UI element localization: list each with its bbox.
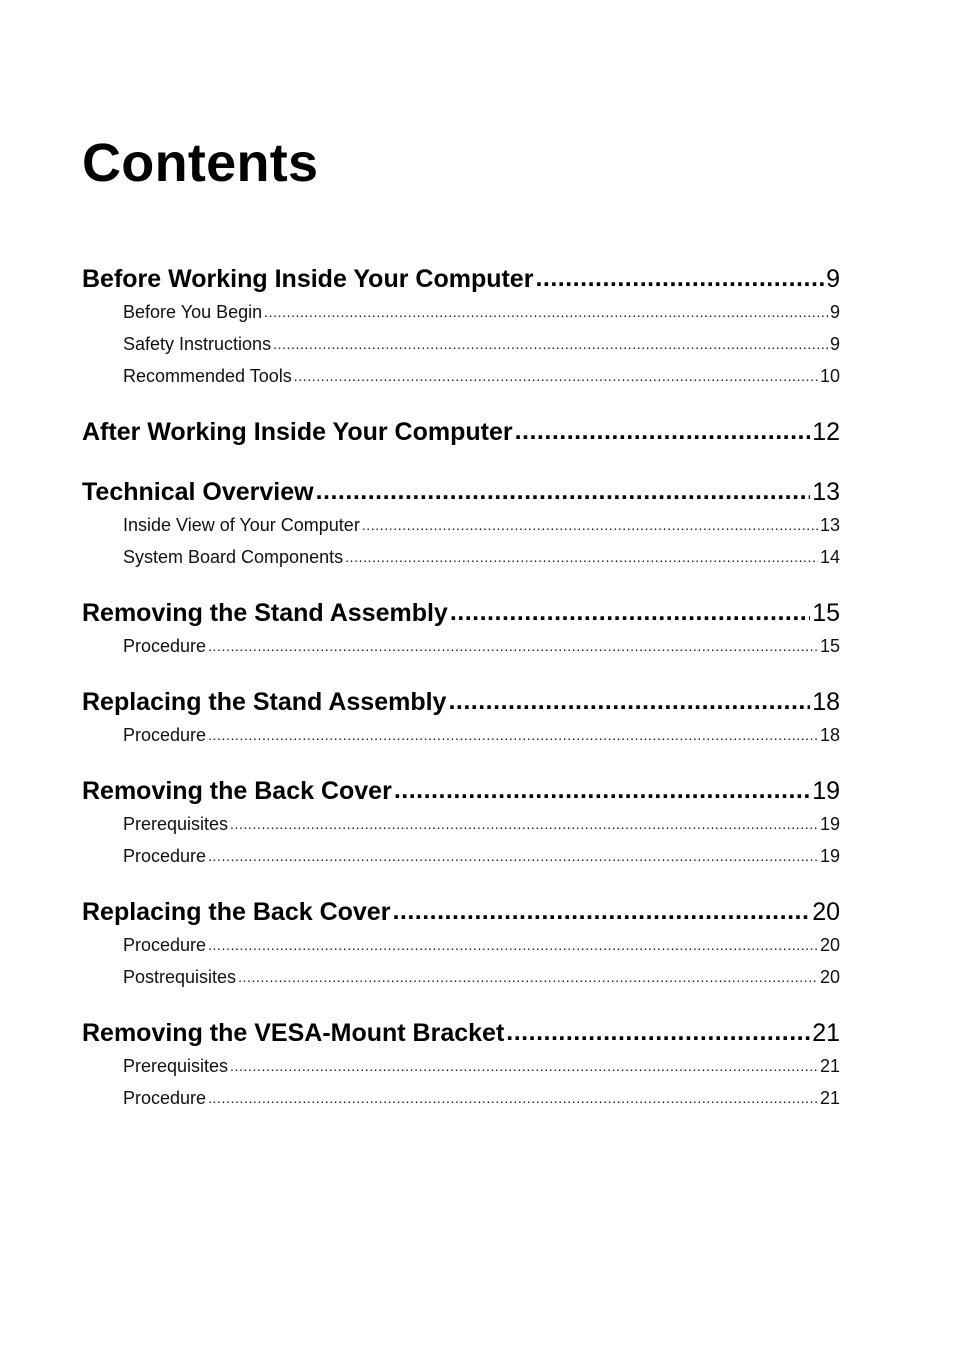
toc-page-number: 18 xyxy=(819,725,840,745)
toc-leader-dots xyxy=(294,360,818,392)
toc-chapter-label: After Working Inside Your Computer xyxy=(82,418,513,446)
table-of-contents xyxy=(82,262,840,1114)
toc-sub-entry[interactable] xyxy=(82,808,840,840)
section-spacer xyxy=(82,573,840,596)
toc-chapter-entry[interactable] xyxy=(82,596,840,630)
toc-page-number: 15 xyxy=(812,599,840,627)
toc-page-number: 9 xyxy=(829,334,840,354)
toc-sub-label: Prerequisites xyxy=(123,814,229,834)
toc-page-number: 21 xyxy=(812,1019,840,1047)
toc-sub-entry[interactable] xyxy=(82,509,840,541)
toc-sub-entry[interactable] xyxy=(82,541,840,573)
toc-chapter-label: Removing the Back Cover xyxy=(82,777,392,805)
toc-leader-dots xyxy=(506,1015,810,1049)
toc-chapter-entry[interactable] xyxy=(82,895,840,929)
toc-sub-entry[interactable] xyxy=(82,360,840,392)
toc-chapter-entry[interactable] xyxy=(82,685,840,719)
toc-sub-entry[interactable] xyxy=(82,630,840,662)
toc-page-number: 9 xyxy=(829,302,840,322)
toc-leader-dots xyxy=(450,595,810,629)
toc-sub-label: Before You Begin xyxy=(123,302,263,322)
toc-chapter-entry[interactable] xyxy=(82,415,840,449)
toc-leader-dots xyxy=(208,719,818,751)
toc-leader-dots xyxy=(392,894,810,928)
toc-leader-dots xyxy=(208,630,818,662)
toc-leader-dots xyxy=(316,474,811,508)
toc-page-number: 12 xyxy=(812,418,840,446)
toc-section xyxy=(82,475,840,573)
toc-chapter-entry[interactable] xyxy=(82,1016,840,1050)
toc-page-number: 13 xyxy=(812,478,840,506)
toc-page-number: 9 xyxy=(826,265,840,293)
toc-section xyxy=(82,774,840,872)
toc-leader-dots xyxy=(208,840,818,872)
toc-leader-dots xyxy=(208,1082,818,1114)
toc-sub-label: Procedure xyxy=(123,846,207,866)
toc-chapter-label: Removing the Stand Assembly xyxy=(82,599,448,627)
toc-section xyxy=(82,1016,840,1114)
toc-sub-label: Procedure xyxy=(123,725,207,745)
toc-chapter-label: Replacing the Back Cover xyxy=(82,898,391,926)
toc-sub-label: Postrequisites xyxy=(123,967,237,987)
toc-sub-label: Procedure xyxy=(123,935,207,955)
toc-chapter-label: Before Working Inside Your Computer xyxy=(82,265,534,293)
toc-leader-dots xyxy=(238,961,818,993)
toc-leader-dots xyxy=(535,261,824,295)
toc-sub-entry[interactable] xyxy=(82,929,840,961)
toc-leader-dots xyxy=(230,1050,818,1082)
toc-sub-entry[interactable] xyxy=(82,1050,840,1082)
toc-page-number: 14 xyxy=(819,547,840,567)
page-title: Contents xyxy=(82,133,319,193)
toc-leader-dots xyxy=(448,684,810,718)
toc-chapter-label: Replacing the Stand Assembly xyxy=(82,688,447,716)
toc-sub-entry[interactable] xyxy=(82,719,840,751)
section-spacer xyxy=(82,392,840,415)
toc-leader-dots xyxy=(264,296,828,328)
toc-sub-label: Procedure xyxy=(123,636,207,656)
toc-sub-entry[interactable] xyxy=(82,840,840,872)
section-spacer xyxy=(82,449,840,475)
toc-sub-label: System Board Components xyxy=(123,547,344,567)
toc-page-number: 15 xyxy=(819,636,840,656)
toc-chapter-entry[interactable] xyxy=(82,475,840,509)
toc-leader-dots xyxy=(515,414,811,448)
toc-sub-entry[interactable] xyxy=(82,961,840,993)
toc-sub-entry[interactable] xyxy=(82,296,840,328)
toc-sub-label: Recommended Tools xyxy=(123,366,292,386)
toc-page-number: 21 xyxy=(819,1056,840,1076)
toc-chapter-label: Removing the VESA-Mount Bracket xyxy=(82,1019,505,1047)
toc-page-number: 20 xyxy=(819,935,840,955)
toc-page-number: 20 xyxy=(819,967,840,987)
toc-leader-dots xyxy=(394,773,810,807)
toc-page-number: 10 xyxy=(819,366,840,386)
toc-page-number: 19 xyxy=(812,777,840,805)
toc-sub-label: Inside View of Your Computer xyxy=(123,515,360,535)
toc-chapter-entry[interactable] xyxy=(82,774,840,808)
toc-sub-entry[interactable] xyxy=(82,328,840,360)
toc-section xyxy=(82,596,840,662)
toc-page-number: 20 xyxy=(812,898,840,926)
toc-page-number: 19 xyxy=(819,814,840,834)
toc-sub-label: Procedure xyxy=(123,1088,207,1108)
toc-leader-dots xyxy=(362,509,818,541)
toc-section xyxy=(82,685,840,751)
toc-sub-entry[interactable] xyxy=(82,1082,840,1114)
toc-section xyxy=(82,415,840,449)
section-spacer xyxy=(82,872,840,895)
toc-sub-label: Safety Instructions xyxy=(123,334,272,354)
section-spacer xyxy=(82,751,840,774)
section-spacer xyxy=(82,993,840,1016)
toc-sub-label: Prerequisites xyxy=(123,1056,229,1076)
toc-page-number: 13 xyxy=(819,515,840,535)
toc-page-number: 21 xyxy=(819,1088,840,1108)
toc-page-number: 19 xyxy=(819,846,840,866)
toc-chapter-label: Technical Overview xyxy=(82,478,314,506)
toc-chapter-entry[interactable] xyxy=(82,262,840,296)
toc-page-number: 18 xyxy=(812,688,840,716)
toc-leader-dots xyxy=(345,541,818,573)
toc-leader-dots xyxy=(230,808,818,840)
toc-leader-dots xyxy=(208,929,818,961)
toc-section xyxy=(82,895,840,993)
toc-section xyxy=(82,262,840,392)
toc-leader-dots xyxy=(273,328,828,360)
section-spacer xyxy=(82,662,840,685)
